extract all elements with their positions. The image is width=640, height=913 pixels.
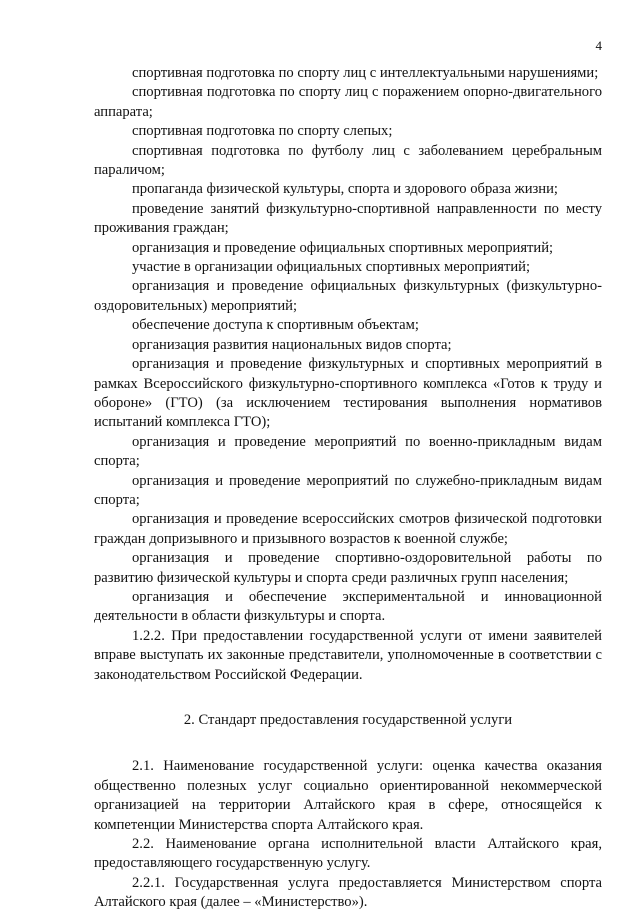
list-item: организация и проведение мероприятий по служебно-прикладным видам спорта;	[94, 472, 602, 508]
list-item: проведение занятий физкультурно-спортивной направленности по месту проживания граждан;	[94, 200, 602, 237]
list-item: обеспечение доступа к спортивным объектам;	[132, 317, 419, 334]
list-item: организация и проведение официальных спортивных мероприятий;	[132, 239, 554, 256]
list-item: организация и обеспечение экспериментальной и инновационной деятельности в области физкультуры и спорта.	[94, 588, 602, 625]
list-item: спортивная подготовка по спорту лиц с интеллектуальными нарушениями;	[132, 65, 599, 81]
list-item: пропаганда физической культуры, спорта и здорового образа жизни;	[132, 181, 558, 198]
list-item: спортивная подготовка по спорту лиц с поражением опорно-двигательного аппарата;	[94, 84, 602, 120]
clause-paragraph: 2.2. Наименование органа исполнительной власти Алтайского края, предоставляющего государственную услугу.	[94, 836, 602, 872]
list-item: организация и проведение всероссийских смотров физической подготовки граждан допризывного и призывного возрастов к военной службе;	[94, 511, 602, 547]
list-item: спортивная подготовка по спорту слепых;	[132, 123, 393, 140]
list-item: спортивная подготовка по футболу лиц с заболеванием церебральным параличом;	[94, 142, 602, 179]
list-item: организация и проведение мероприятий по военно-прикладным видам спорта;	[94, 433, 602, 470]
page-number: 4	[595, 38, 602, 53]
list-item: организация и проведение спортивно-оздоровительной работы по развитию физической культуры и спорта среди различных групп населения;	[94, 550, 602, 586]
clause-paragraph: 2.1. Наименование государственной услуги: оценка качества оказания общественно полезных услуг социально ориентированной некоммерческой организацией на территории Алтайского края в сфере, относящейся к компетенции Министерства спорта Алтайского края.	[94, 758, 602, 833]
list-item: участие в организации официальных спортивных мероприятий;	[132, 259, 531, 276]
section-heading: 2. Стандарт предоставления государственной услуги	[183, 712, 513, 728]
list-item: организация и проведение официальных физкультурных (физкультурно-оздоровительных) мероприятий;	[94, 278, 602, 314]
list-item: организация и проведение физкультурных и спортивных мероприятий в рамках Всероссийского физкультурно-спортивного комплекса «Готов к труду и обороне» (ГТО) (за исключением тестирования выполнения нормативов испытаний комплекса ГТО);	[94, 356, 602, 431]
list-item: организация развития национальных видов спорта;	[132, 336, 452, 353]
clause-paragraph: 2.2.1. Государственная услуга предоставляется Министерством спорта Алтайского края (далее – «Министерство»).	[94, 874, 602, 911]
clause-paragraph: 1.2.2. При предоставлении государственной услуги от имени заявителей вправе выступать их законные представители, уполномоченные в соответствии с законодательством Российской Федерации.	[94, 627, 602, 683]
document-body	[94, 64, 602, 913]
